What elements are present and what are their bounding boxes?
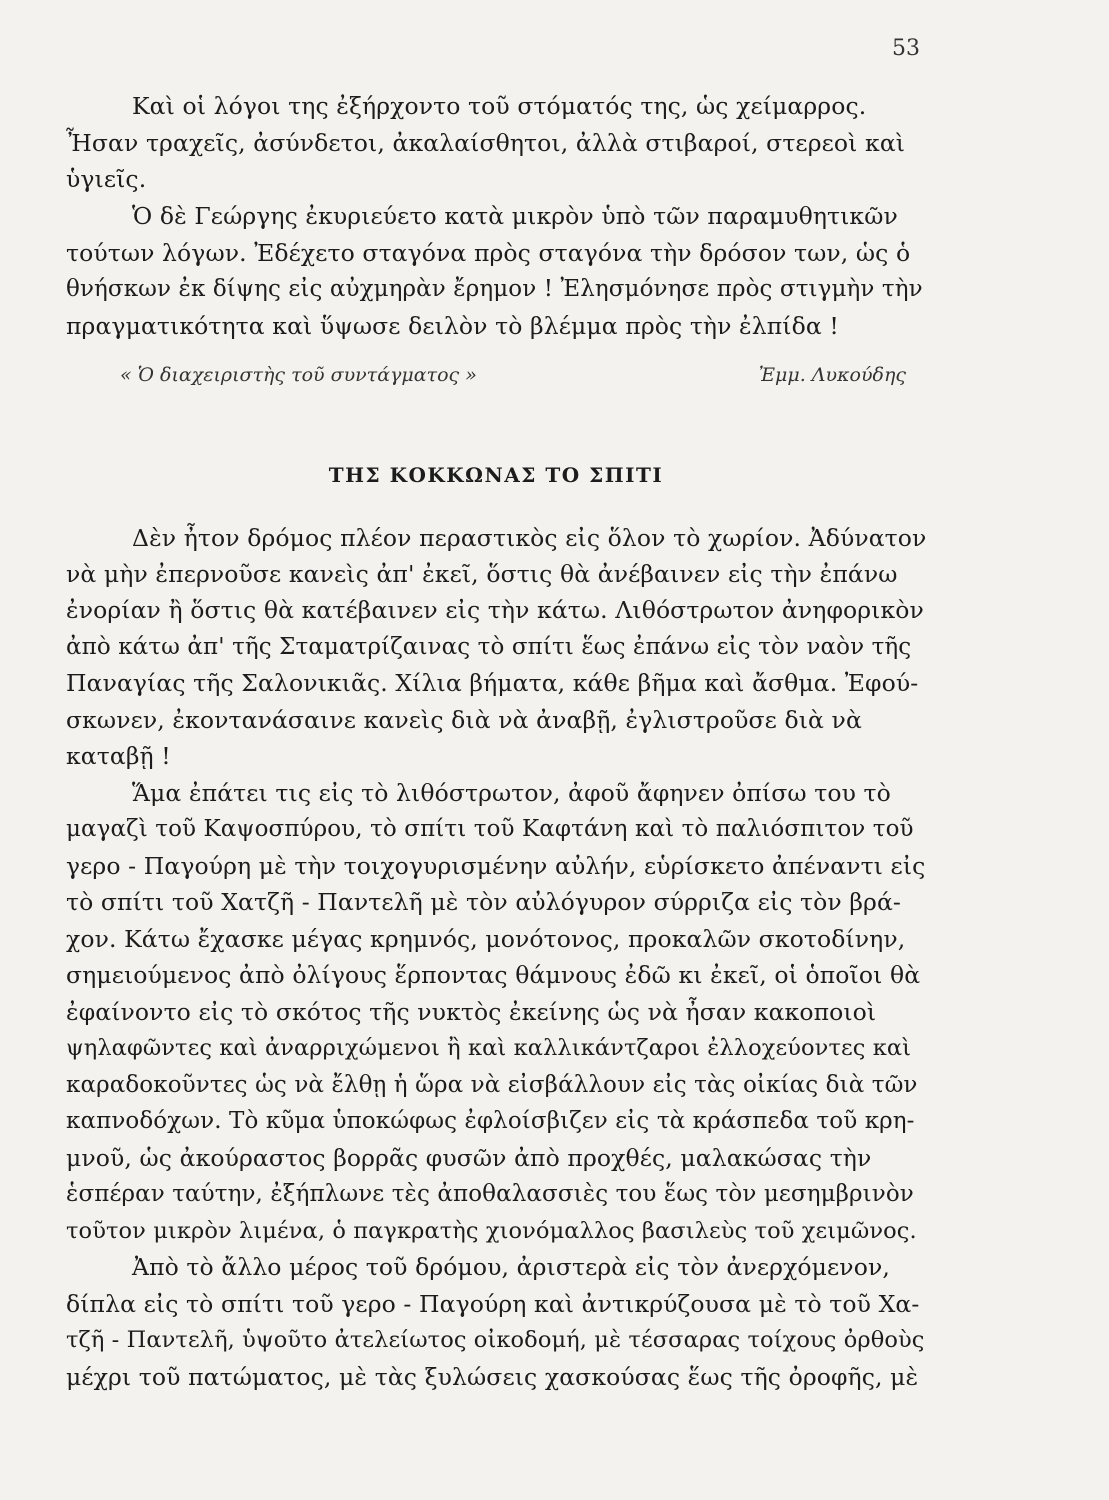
text-line: ἀπὸ κάτω ἀπ' τῆς Σταματρίζαινας τὸ σπίτι ἕως ἐπάνω εἰς τὸν ναὸν τῆς bbox=[66, 634, 912, 660]
text-line: θνήσκων ἐκ δίψης εἰς αὐχμηρὰν ἔρημον ! Ἐλησμόνησε πρὸς στιγμὴν τὴν bbox=[66, 276, 923, 302]
text-line: τοῦτον μικρὸν λιμένα, ὁ παγκρατὴς χιονόμαλλος βασιλεὺς τοῦ χειμῶνος. bbox=[66, 1218, 917, 1244]
text-line: σημειούμενος ἀπὸ ὀλίγους ἕρποντας θάμνους ἐδῶ κι ἐκεῖ, οἱ ὁποῖοι θὰ bbox=[66, 961, 921, 989]
text-line: ψηλαφῶντες καὶ ἀναρριχώμενοι ἢ καὶ καλλικάντζαροι ἐλλοχεύοντες καὶ bbox=[66, 1035, 912, 1061]
text-line: καπνοδόχων. Τὸ κῦμα ὑποκώφως ἐφλοίσβιζεν εἰς τὰ κράσπεδα τοῦ κρη- bbox=[66, 1108, 915, 1134]
text-line: τζῆ - Παντελῆ, ὑψοῦτο ἀτελείωτος οἰκοδομή, μὲ τέσσαρας τοίχους ὀρθοὺς bbox=[66, 1327, 925, 1353]
text-line: καταβῇ ! bbox=[66, 742, 171, 770]
text-line: τούτων λόγων. Ἐδέχετο σταγόνα πρὸς σταγόνα τὴν δρόσον των, ὡς ὁ bbox=[66, 239, 911, 267]
text-line: τὸ σπίτι τοῦ Χατζῆ - Παντελῆ μὲ τὸν αὐλόγυρον σύρριζα εἰς τὸν βρά- bbox=[66, 888, 901, 916]
chapter-heading: ΤΗΣ ΚΟΚΚΩΝΑΣ ΤΟ ΣΠΙΤΙ bbox=[328, 463, 664, 487]
text-line: ἐνορίαν ἢ ὅστις θὰ κατέβαινεν εἰς τὴν κάτω. Λιθόστρωτον ἀνηφορικὸν bbox=[66, 596, 924, 624]
text-line: Δὲν ἦτον δρόμος πλέον περαστικὸς εἰς ὅλον τὸ χωρίον. Ἀδύνατον bbox=[132, 524, 927, 552]
attribution-source: « Ὁ διαχειριστὴς τοῦ συντάγματος » bbox=[120, 364, 477, 386]
page-number: 53 bbox=[892, 36, 920, 61]
text-line: πραγματικότητα καὶ ὕψωσε δειλὸν τὸ βλέμμα πρὸς τὴν ἐλπίδα ! bbox=[66, 312, 839, 340]
text-line: ἐφαίνοντο εἰς τὸ σκότος τῆς νυκτὸς ἐκείνης ὡς νὰ ἦσαν κακοποιοὶ bbox=[66, 998, 877, 1026]
text-line: Ἦσαν τραχεῖς, ἀσύνδετοι, ἀκαλαίσθητοι, ἀλλὰ στιβαροί, στερεοὶ καὶ bbox=[66, 129, 906, 157]
text-line: Ὁ δὲ Γεώργης ἐκυριεύετο κατὰ μικρὸν ὑπὸ τῶν παραμυθητικῶν bbox=[132, 202, 898, 230]
text-line: σκωνεν, ἐκοντανάσαινε κανεὶς διὰ νὰ ἀναβῇ, ἐγλιστροῦσε διὰ νὰ bbox=[66, 706, 862, 734]
text-line: ἑσπέραν ταύτην, ἐξήπλωνε τὲς ἀποθαλασσιὲς του ἕως τὸν μεσημβρινὸν bbox=[66, 1181, 914, 1207]
text-line: Ἅμα ἐπάτει τις εἰς τὸ λιθόστρωτον, ἀφοῦ ἄφηνεν ὀπίσω του τὸ bbox=[132, 779, 891, 807]
text-line: γερο - Παγούρη μὲ τὴν τοιχογυρισμένην αὐλήν, εὑρίσκετο ἀπέναντι εἰς bbox=[66, 852, 926, 880]
attribution-author: Ἐμμ. Λυκούδης bbox=[758, 364, 906, 386]
text-line: μνοῦ, ὡς ἀκούραστος βορρᾶς φυσῶν ἀπὸ προχθές, μαλακώσας τὴν bbox=[66, 1144, 872, 1172]
text-line: δίπλα εἰς τὸ σπίτι τοῦ γερο - Παγούρη καὶ ἀντικρύζουσα μὲ τὸ τοῦ Χα- bbox=[66, 1290, 920, 1318]
text-line: Ἀπὸ τὸ ἄλλο μέρος τοῦ δρόμου, ἀριστερὰ εἰς τὸν ἀνερχόμενον, bbox=[132, 1253, 890, 1281]
text-line: χον. Κάτω ἔχασκε μέγας κρημνός, μονότονος, προκαλῶν σκοτοδίνην, bbox=[66, 925, 906, 953]
text-line: μέχρι τοῦ πατώματος, μὲ τὰς ξυλώσεις χασκούσας ἕως τῆς ὀροφῆς, μὲ bbox=[66, 1363, 919, 1391]
text-line: καραδοκοῦντες ὡς νὰ ἔλθῃ ἡ ὥρα νὰ εἰσβάλλουν εἰς τὰς οἰκίας διὰ τῶν bbox=[66, 1072, 918, 1098]
text-line: Καὶ οἱ λόγοι της ἐξήρχοντο τοῦ στόματός της, ὡς χείμαρρος. bbox=[132, 92, 867, 120]
text-line: Παναγίας τῆς Σαλονικιᾶς. Χίλια βήματα, κάθε βῆμα καὶ ἄσθμα. Ἐφού- bbox=[66, 669, 919, 697]
text-line: ὑγιεῖς. bbox=[66, 165, 147, 193]
text-line: μαγαζὶ τοῦ Καψοσπύρου, τὸ σπίτι τοῦ Καφτάνη καὶ τὸ παλιόσπιτον τοῦ bbox=[66, 816, 914, 842]
text-line: νὰ μὴν ἐπερνοῦσε κανεὶς ἀπ' ἐκεῖ, ὅστις θὰ ἀνέβαινεν εἰς τὴν ἐπάνω bbox=[66, 560, 898, 588]
